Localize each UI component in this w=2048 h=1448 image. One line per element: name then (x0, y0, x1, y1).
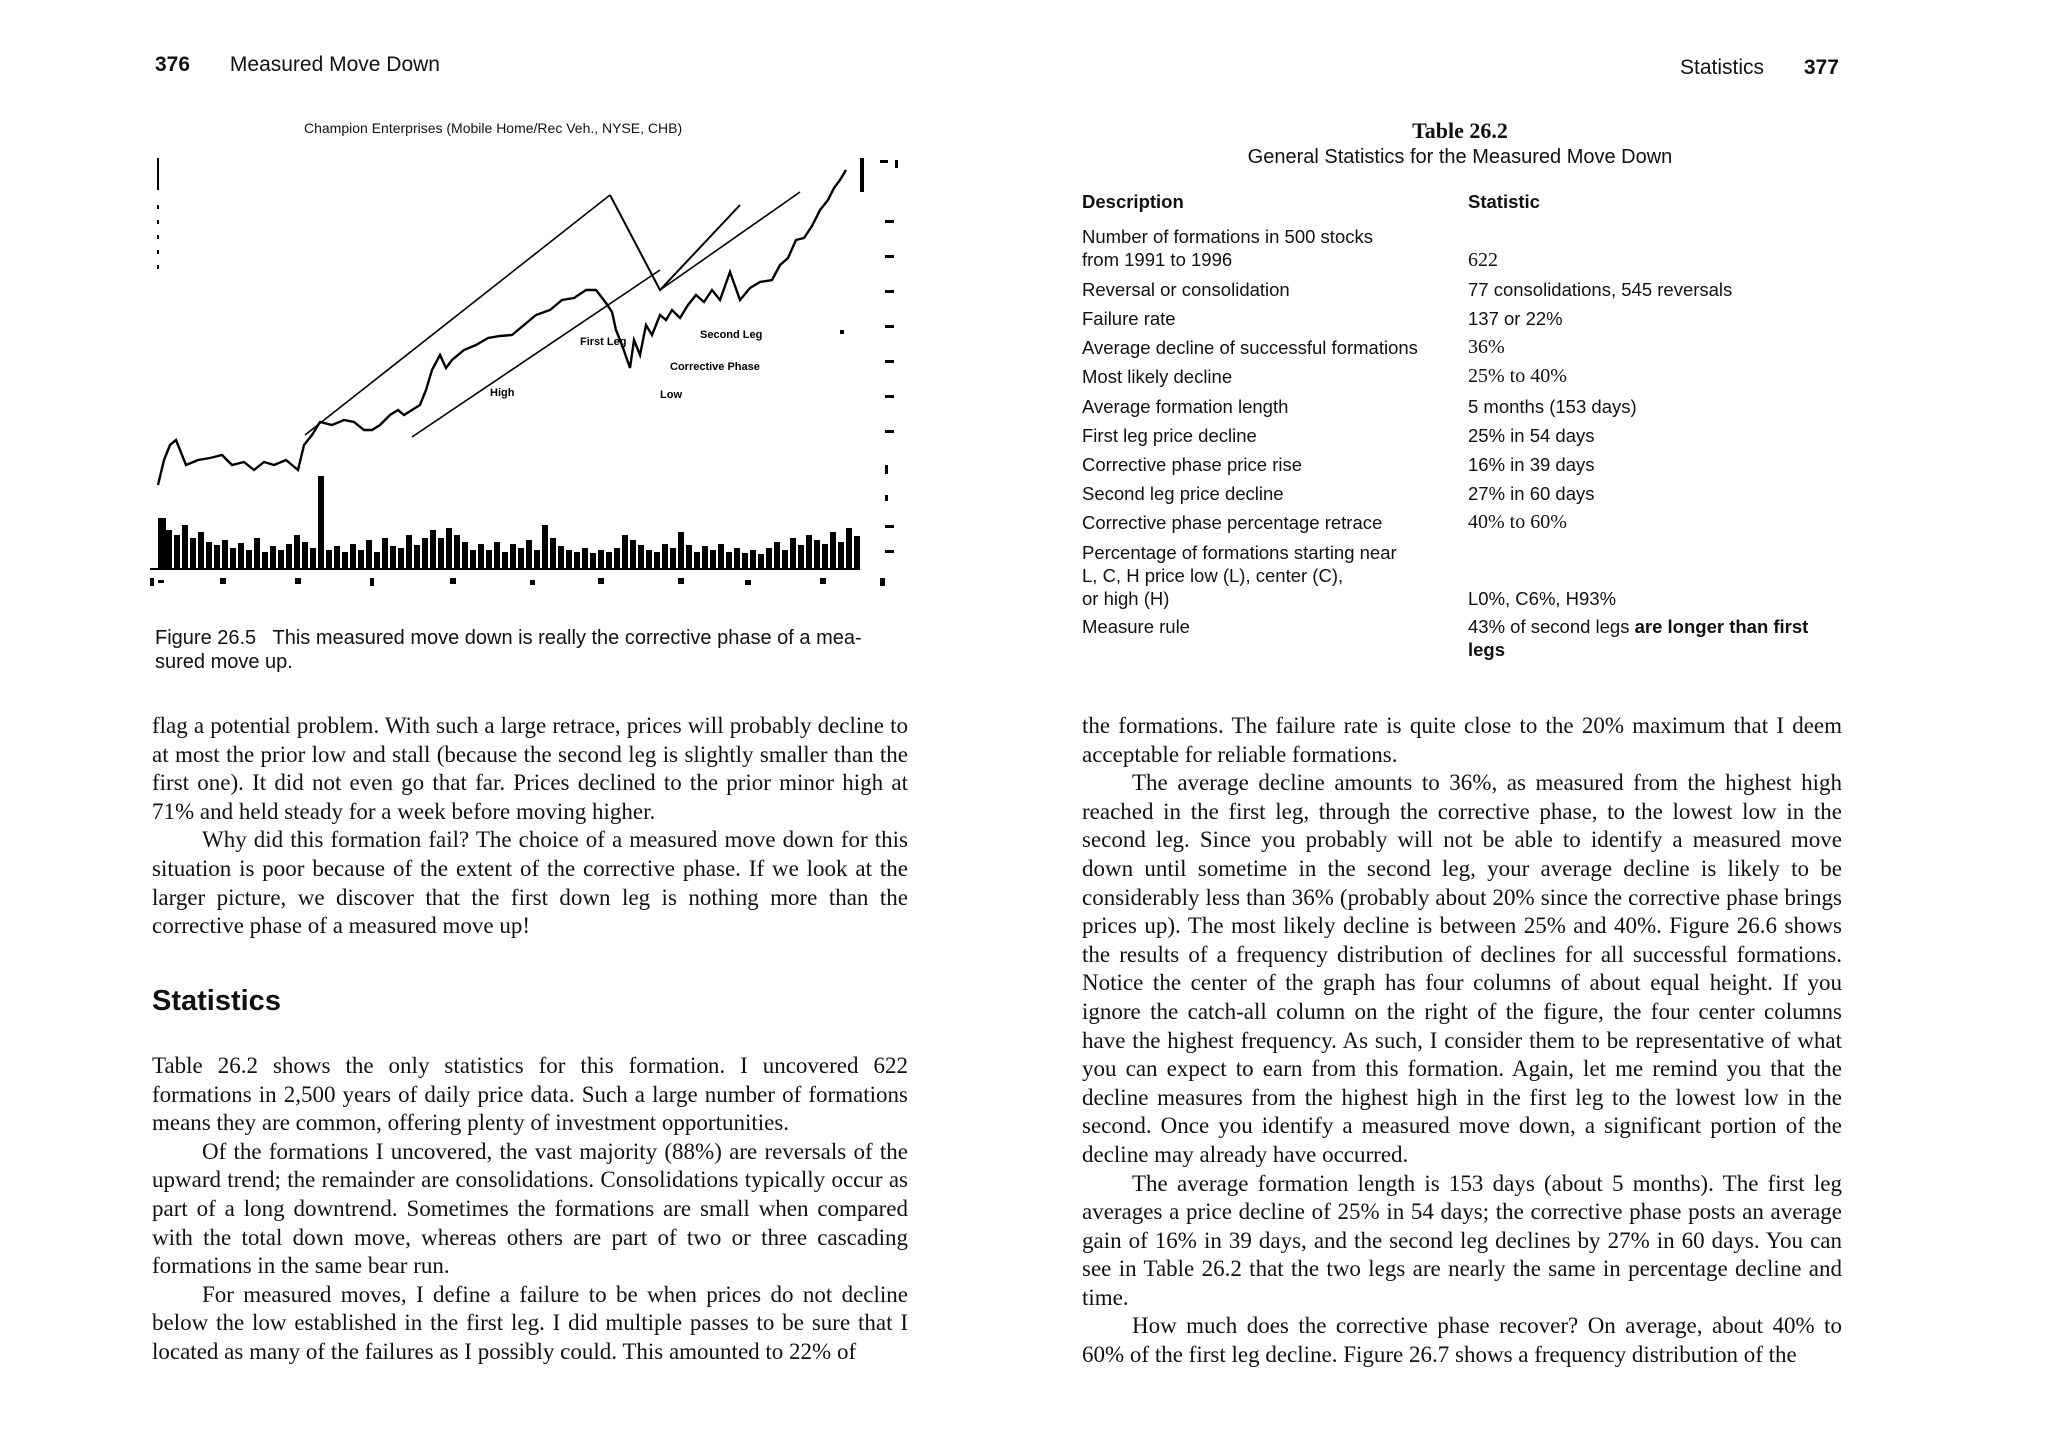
row-value: 5 months (153 days) (1468, 396, 1637, 417)
page-number-right: 377 (1803, 56, 1839, 79)
row-value (1468, 615, 1848, 661)
row-desc (1082, 541, 1462, 610)
figure-caption (155, 626, 915, 674)
row-desc: Average decline of successful formations (1082, 337, 1418, 358)
caption-line-1 (155, 626, 915, 650)
running-title-left: Measured Move Down (229, 53, 440, 76)
volume-bars (150, 476, 860, 570)
paragraph: Table 26.2 shows the only statistics for this formation. I uncovered 622 formations in 2,500 years of daily price data. Such a large number of formations means they are common, offering plenty of investment opportunities. (152, 1053, 908, 1136)
row-value: 25% to 40% (1468, 365, 1567, 387)
col-header-statistic: Statistic (1468, 191, 1540, 212)
label-low: Low (660, 389, 682, 401)
label-second-leg: Second Leg (700, 329, 763, 341)
row-desc-line: Percentage of formations starting near (1082, 542, 1397, 563)
caption-text-2: sured move up. (155, 651, 293, 673)
right-column-text (1082, 712, 1842, 1370)
row-desc: Corrective phase percentage retrace (1082, 512, 1383, 533)
row-desc: Most likely decline (1082, 366, 1233, 387)
row-value: 137 or 22% (1468, 308, 1563, 329)
table-subtitle: General Statistics for the Measured Move Down (1247, 146, 1673, 168)
row-desc-line: from 1991 to 1996 (1082, 249, 1233, 270)
row-desc: Reversal or consolidation (1082, 279, 1290, 300)
row-value-part: 43% of second legs (1468, 616, 1630, 637)
paragraph: The average formation length is 153 days (about 5 months). The first leg averages a price decline of 25% in 54 days; the corrective phase posts an average gain of 16% in 39 days, and the second leg declines by 27% in 60 days. You can see in Table 26.2 that the two legs are nearly the same in percentage decline and time. (1082, 1170, 1842, 1310)
row-desc-line: Number of formations in 500 stocks (1082, 226, 1373, 247)
row-desc: Corrective phase price rise (1082, 454, 1303, 475)
row-desc: Second leg price decline (1082, 483, 1284, 504)
row-desc-line: or high (H) (1082, 588, 1170, 609)
page-number-left: 376 (155, 53, 191, 76)
running-title-right: Statistics (1680, 56, 1765, 79)
paragraph: How much does the corrective phase recover? On average, about 40% to 60% of the first leg decline. Figure 26.7 shows a frequency distribution of the (1082, 1313, 1842, 1368)
row-value: 622 (1468, 249, 1498, 271)
figure-26-5-chart (140, 140, 940, 600)
row-desc: First leg price decline (1082, 425, 1257, 446)
left-column-text (152, 712, 908, 941)
left-page-header (155, 53, 440, 77)
x-axis-ticks (150, 578, 885, 586)
row-value: 27% in 60 days (1468, 483, 1595, 504)
row-desc: Measure rule (1082, 616, 1190, 637)
row-value: L0%, C6%, H93% (1468, 588, 1617, 609)
label-first-leg: First Leg (580, 336, 627, 348)
row-value-bold: are longer than first legs (1468, 616, 1809, 660)
row-value: 25% in 54 days (1468, 425, 1595, 446)
row-value: 36% (1468, 336, 1505, 358)
axis-right (840, 158, 898, 553)
row-value: 77 consolidations, 545 reversals (1468, 279, 1733, 300)
table-title: Table 26.2 (1412, 118, 1508, 143)
paragraph: For measured moves, I define a failure to be when prices do not decline below the low established in the first leg. I did multiple passes to be sure that I located as many of the failures as I possibly could. This amounted to 22% of (152, 1281, 908, 1364)
row-desc: Failure rate (1082, 308, 1176, 329)
paragraph: Why did this formation fail? The choice of a measured move down for this situation is poor because of the extent of the corrective phase. If we look at the larger picture, we discover that the first down leg is nothing more than the corrective phase of a measured move up! (152, 827, 908, 939)
row-value: 16% in 39 days (1468, 454, 1595, 475)
upper-trendline (305, 195, 610, 435)
caption-label: Figure 26.5 (155, 627, 257, 649)
col-header-description: Description (1082, 191, 1184, 212)
paragraph: The average decline amounts to 36%, as measured from the highest high reached in the first leg, through the corrective phase, to the lowest low in the second leg. Since you probably will not be able to identify a measured move down until sometime in the second leg, your average decline is likely to be considerably less than 36% (probably about 20% since the corrective phase brings prices up). The most likely decline is between 25% and 40%. Figure 26.6 shows the results of a frequency distribution of declines for all successful formations. Notice the center of the graph has four columns of about equal height. If you ignore the catch-all column on the right of the figure, the four center columns have the highest frequency. As such, I consider them to be representative of what you can expect to earn from this formation. Again, let me remind you that the decline measures from the highest high in the first leg to the lowest low in the second. Once you identify a measured move down, a significant portion of the decline may already have occurred. (1082, 770, 1842, 1167)
right-page-header (1680, 56, 1839, 80)
label-high: High (490, 387, 515, 399)
paragraph: Of the formations I uncovered, the vast majority (88%) are reversals of the upward trend; the remainder are consolidations. Consolidations typically occur as part of a long downtrend. Sometimes the formations are small when compared with the total down move, whereas others are part of two or three cascading formations in the same bear run. (152, 1138, 908, 1279)
stats-table (1082, 190, 1862, 660)
measured-move-v (610, 195, 740, 290)
lower-trendline (412, 270, 660, 437)
row-desc: Average formation length (1082, 396, 1289, 417)
price-series (158, 170, 846, 485)
left-column-text-2 (152, 1052, 908, 1367)
row-desc-line: L, C, H price low (L), center (C), (1082, 565, 1344, 586)
row-desc (1082, 225, 1462, 271)
label-corrective: Corrective Phase (670, 361, 760, 373)
row-value: 40% to 60% (1468, 511, 1567, 533)
figure-chart-title: Champion Enterprises (Mobile Home/Rec Veh., NYSE, CHB) (304, 120, 683, 136)
paragraph: flag a potential problem. With such a large retrace, prices will probably decline to at most the prior low and stall (because the second leg is slightly smaller than the first one). It did not even go that far. Prices declined to the prior minor high at 71% and held steady for a week before moving higher. (152, 713, 908, 824)
caption-text-1: This measured move down is really the corrective phase of a mea- (272, 627, 862, 649)
paragraph: the formations. The failure rate is quite close to the 20% maximum that I deem acceptable for reliable formations. (1082, 713, 1842, 767)
section-title-statistics: Statistics (152, 985, 281, 1017)
